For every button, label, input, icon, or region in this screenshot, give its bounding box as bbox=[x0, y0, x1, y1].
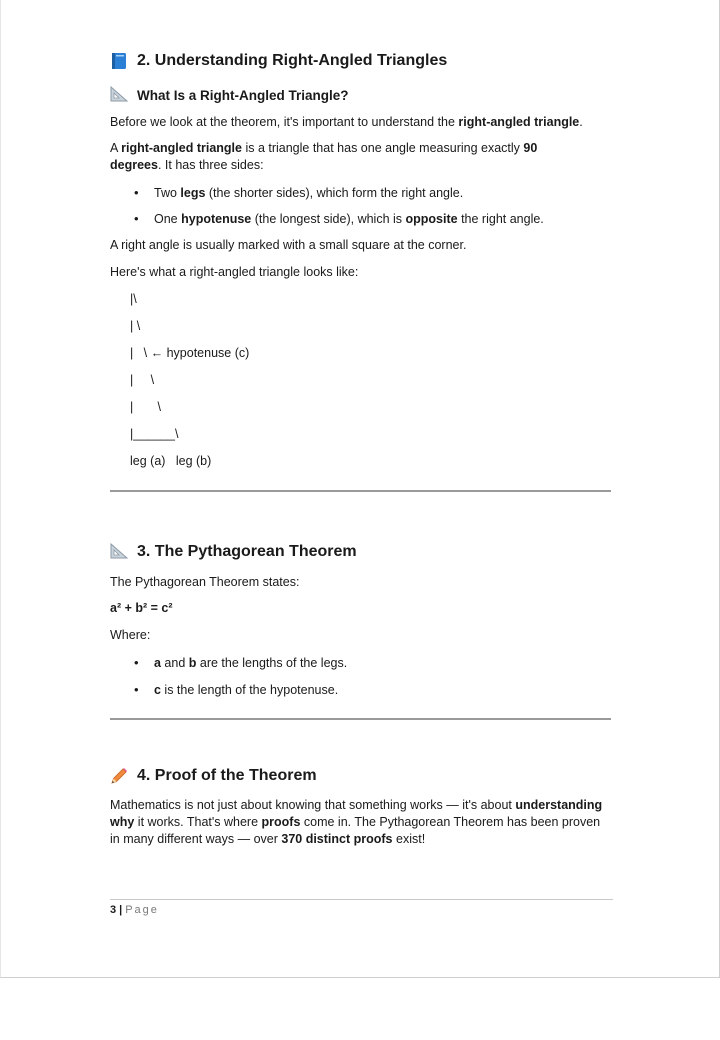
bold-term: 370 distinct proofs bbox=[281, 832, 393, 846]
ascii-triangle-line: |______\ bbox=[130, 427, 179, 441]
right-angle-note: A right angle is usually marked with a small square at the corner. bbox=[110, 238, 467, 252]
triangular-ruler-icon bbox=[110, 86, 130, 104]
bold-term: understanding why bbox=[110, 798, 603, 829]
text-run: (the shorter sides), which form the right angle. bbox=[205, 186, 464, 200]
page-number: 3 bbox=[110, 904, 117, 916]
text-run: exist! bbox=[392, 832, 426, 846]
bold-term: a bbox=[154, 656, 161, 670]
text-run: it works. That's where bbox=[134, 815, 262, 829]
text-run: (the longest side), which is bbox=[251, 212, 406, 226]
ascii-triangle-labels: leg (a) leg (b) bbox=[130, 454, 212, 468]
text-run: One bbox=[154, 212, 182, 226]
bold-term: right-angled triangle bbox=[458, 115, 580, 129]
text-run: . bbox=[579, 115, 583, 129]
list-item bbox=[134, 681, 338, 699]
text-run: and bbox=[160, 656, 189, 670]
bold-term: b bbox=[188, 656, 197, 670]
bold-term: hypotenuse bbox=[181, 212, 252, 226]
text-run: is the length of the hypotenuse. bbox=[160, 683, 339, 697]
section-divider bbox=[110, 718, 611, 720]
proof-paragraph bbox=[110, 797, 612, 848]
list-item bbox=[134, 184, 463, 202]
triangular-ruler-icon bbox=[110, 543, 130, 561]
section-4-heading bbox=[110, 767, 317, 785]
page-label: Page bbox=[125, 904, 159, 916]
bold-term: legs bbox=[180, 186, 206, 200]
section-2-heading bbox=[110, 52, 447, 70]
footer-separator: | bbox=[119, 904, 123, 916]
section-2-subheading bbox=[110, 86, 349, 104]
text-run: Mathematics is not just about knowing that something works — it's about bbox=[110, 798, 516, 812]
bold-term: opposite bbox=[405, 212, 458, 226]
bullet-dot-icon: • bbox=[134, 655, 139, 670]
definition-paragraph bbox=[110, 140, 580, 174]
section-3-title: 3. The Pythagorean Theorem bbox=[137, 543, 357, 560]
bold-term: right-angled triangle bbox=[121, 141, 242, 155]
ascii-triangle-line: | \ ← hypotenuse (c) bbox=[130, 346, 250, 360]
bullet-dot-icon: • bbox=[134, 185, 139, 200]
bullet-dot-icon: • bbox=[134, 682, 139, 697]
ascii-triangle-line: |\ bbox=[130, 292, 137, 306]
text-run: are the lengths of the legs. bbox=[196, 656, 348, 670]
blue-book-icon bbox=[110, 52, 130, 70]
text-run: come in. The Pythagorean Theorem has been proven in many different ways — over bbox=[110, 815, 601, 846]
section-2-title: 2. Understanding Right-Angled Triangles bbox=[137, 52, 448, 69]
triangle-intro: Here's what a right-angled triangle looks like: bbox=[110, 265, 359, 279]
bold-term: proofs bbox=[261, 815, 301, 829]
bold-term: 90 degrees bbox=[110, 141, 538, 172]
text-run: Before we look at the theorem, it's important to understand the bbox=[110, 115, 459, 129]
text-run: the right angle. bbox=[457, 212, 544, 226]
section-3-heading bbox=[110, 543, 357, 561]
bold-term: c bbox=[154, 683, 161, 697]
text-run: is a triangle that has one angle measuring exactly bbox=[241, 141, 524, 155]
text-run: Two bbox=[154, 186, 181, 200]
theorem-intro: The Pythagorean Theorem states: bbox=[110, 575, 300, 589]
list-item bbox=[134, 654, 347, 672]
page-footer bbox=[110, 904, 159, 916]
pencil-icon bbox=[110, 767, 130, 785]
where-label: Where: bbox=[110, 628, 151, 642]
section-divider bbox=[110, 490, 611, 492]
ascii-triangle-line: | \ bbox=[130, 400, 162, 414]
footer-divider bbox=[110, 899, 613, 900]
ascii-triangle-line: | \ bbox=[130, 373, 155, 387]
section-4-title: 4. Proof of the Theorem bbox=[137, 767, 317, 784]
intro-paragraph bbox=[110, 114, 612, 131]
ascii-triangle-line: | \ bbox=[130, 319, 141, 333]
text-run: A bbox=[110, 141, 122, 155]
text-run: . It has three sides: bbox=[157, 158, 264, 172]
bullet-dot-icon: • bbox=[134, 211, 139, 226]
list-item bbox=[134, 210, 544, 228]
theorem-formula: a² + b² = c² bbox=[110, 601, 173, 615]
subheading-title: What Is a Right-Angled Triangle? bbox=[137, 87, 349, 103]
